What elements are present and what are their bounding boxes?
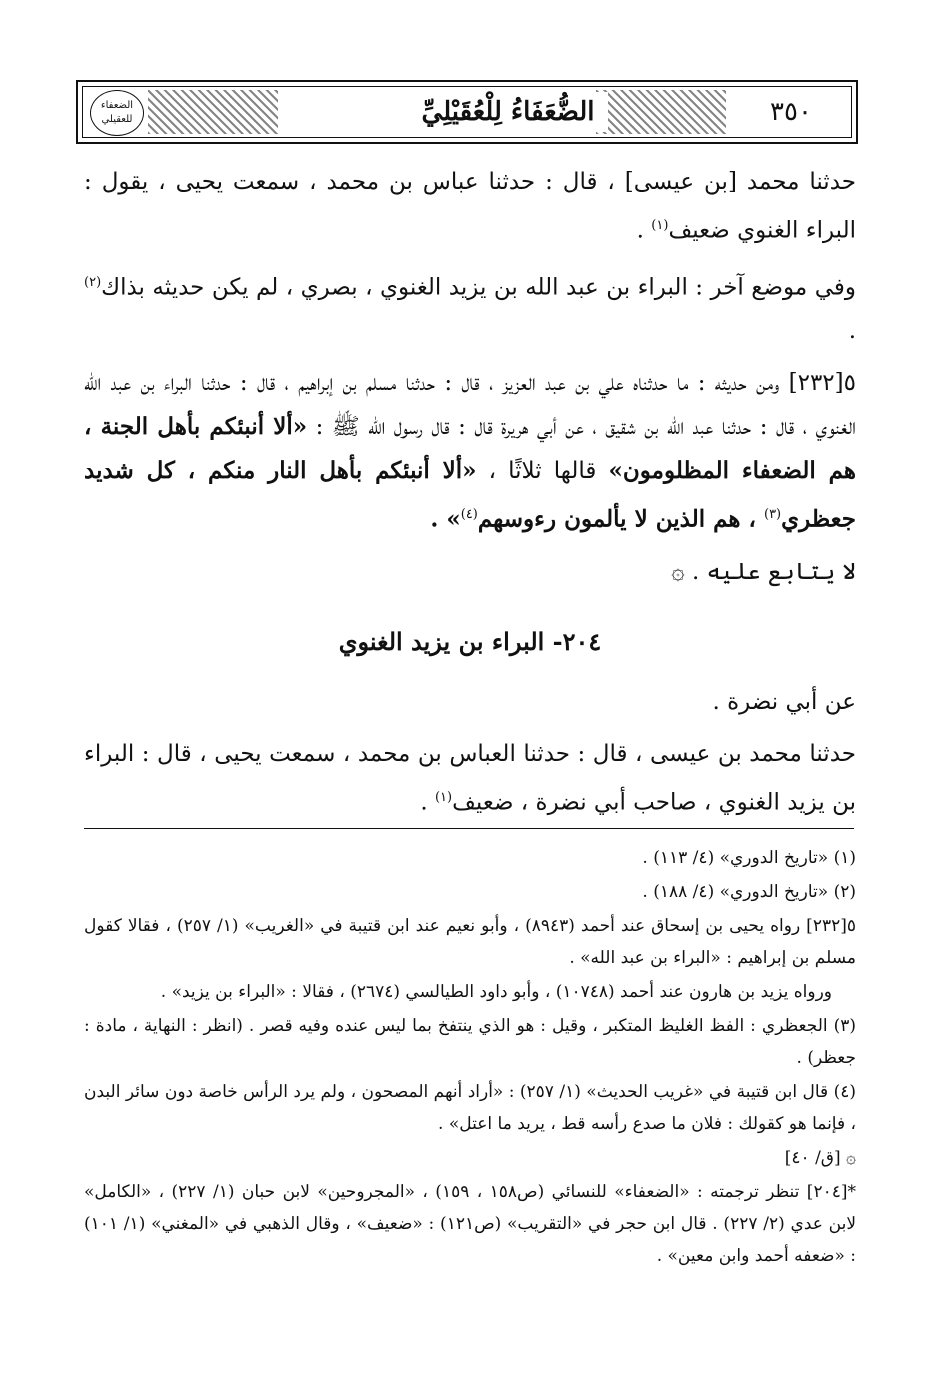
footnote-1: (١) «تاريخ الدوري» (٤/ ١١٣) . [642, 848, 856, 868]
main-text [84, 160, 856, 833]
footnote-3: (٣) الجعظري : الفظ الغليظ المتكبر ، وقيل : هو الذي ينتفخ بما ليس عنده وفيه قصر . (انظر : النهاية ، مادة : جعظر) . [84, 1016, 856, 1068]
footnote-4: (٤) قال ابن قتيبة في «غريب الحديث» (١/ ٢٥٧) : «أراد أنهم المصحون ، ولم يرد الرأس خاصة دون سائر البدن ، فإنما هو كقولك : فلان ما صدع رأسه قط ، يريد ما اعتل» . [84, 1082, 856, 1134]
header-ornament-left [148, 90, 278, 134]
footnote-ref-4: (٤) [460, 507, 478, 523]
footnote-manuscript-ref: ۞ [ق/ ٤٠] [784, 1148, 856, 1168]
footnote-ref-1b: (١) [434, 789, 453, 805]
footnote-ref-2: (٢) [84, 274, 102, 290]
page-header [76, 80, 858, 144]
paragraph-5: عن أبي نضرة . [712, 688, 856, 715]
paragraph-2: وفي موضع آخر : البراء بن عبد الله بن يزيد الغنوي ، بصري ، لم يكن حديثه بذاك$^{(٢)}$ . [84, 274, 856, 345]
footnote-204: *[٢٠٤] تنظر ترجمته : «الضعفاء» للنسائي (ص١٥٨ ، ١٥٩) ، «المجروحين» لابن حبان (١/ ٢٢٧) ، «الكامل» لابن عدي (٢/ ٢٢٧) . قال ابن حجر في «التقريب» (ص١٢١) : «ضعيف» ، وقال الذهبي في «المغني» (١/ ١٠١) : «ضعفه أحمد وابن معين» . [84, 1182, 857, 1266]
paragraph-6: حدثنا محمد بن عيسى ، قال : حدثنا العباس بن محمد ، سمعت يحيى ، قال : البراء بن يزيد الغنوي ، صاحب أبي نضرة ، ضعيف$^{(١)}$ . [84, 740, 856, 816]
book-logo-emblem [90, 90, 144, 136]
book-logo-text: الضعفاء للعقيلي [100, 100, 134, 125]
footnote-2: (٢) «تاريخ الدوري» (٤/ ١٨٨) . [642, 882, 856, 902]
footnote-ref-1: (١) [651, 218, 669, 233]
running-title: الضُّعَفَاءُ لِلْعُقَيْلِيِّ [408, 92, 608, 132]
paragraph-1: حدثنا محمد [بن عيسى] ، قال : حدثنا عباس بن محمد ، سمعت يحيى ، يقول : البراء الغنوي ضعيف$^{(١)}$ . [84, 169, 856, 244]
footnotes [84, 842, 856, 1274]
page-number: ٣٥٠ [746, 94, 836, 130]
hadith-232: ٥[٢٣٢] ومن حديثه : ما حدثناه علي بن عبد العزيز ، قال : حدثنا مسلم بن إبراهيم ، قال : حدثنا البراء بن عبد الله الغنوي ، قال : حدثنا عبد الله بن شقيق ، عن أبي هريرة قال : قال رسول الله ﷺ : «ألا أنبئكم بأهل الجنة ، هم الضعفاء المظلومون» قالها ثلاثًا ، «ألا أنبئكم بأهل النار منكم ، كل شديد جعظري$^{(٣)}$ ، هم الذين لا يألمون رءوسهم$^{(٤)}$» . [84, 370, 857, 533]
footnote-232-cont: ورواه يزيد بن هارون عند أحمد (١٠٧٤٨) ، وأبو داود الطيالسي (٢٦٧٤) ، فقالا : «البراء بن يزيد» . [160, 982, 832, 1002]
footnote-232: ٥[٢٣٢] رواه يحيى بن إسحاق عند أحمد (٨٩٤٣) ، وأبو نعيم عند ابن قتيبة في «الغريب» (١/ ٢٥٧) ، فقالا كقول مسلم بن إبراهيم : «البراء بن عبد الله» . [84, 916, 857, 968]
footnote-divider [84, 828, 854, 829]
entry-heading: ٢٠٤- البراء بن يزيد الغنوي [338, 626, 602, 656]
header-ornament-right [596, 90, 726, 134]
footnote-ref-3: (٣) [763, 507, 782, 523]
paragraph-not-followed: لا يتابع عليه . ۞ [671, 558, 856, 585]
